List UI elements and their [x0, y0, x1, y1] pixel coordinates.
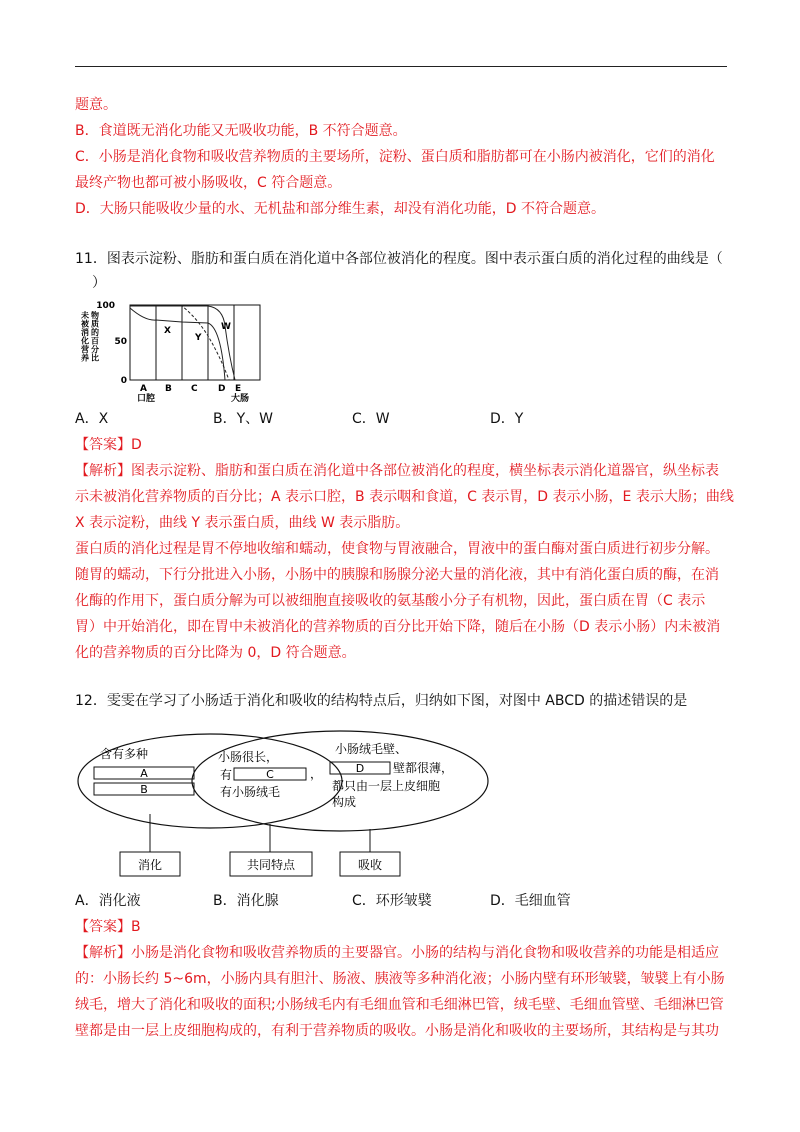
curve-y — [130, 306, 229, 380]
digestion-chart — [75, 296, 275, 402]
curve-x — [130, 308, 225, 380]
venn-diagram — [70, 724, 490, 886]
q11-analysis-3: X 表示淀粉，曲线 Y 表示蛋白质，曲线 W 表示脂肪。 — [75, 515, 410, 531]
right-line-1: 小肠绒毛壁、 — [335, 742, 408, 756]
y-axis-label-char: 物 — [91, 311, 99, 320]
x-sub-mouth: 口腔 — [137, 394, 156, 402]
q12-analysis-1: 【解析】小肠是消化食物和吸收营养物质的主要器官。小肠的结构与消化食物和吸收营养的功能是相适应 — [75, 945, 719, 961]
x-tick-d: D — [218, 384, 226, 394]
q11-stem-end: ） — [92, 275, 106, 291]
y-tick-0: 0 — [120, 376, 127, 386]
label-common: 共同特点 — [246, 858, 296, 872]
box-d-label: D — [355, 762, 365, 775]
y-axis-label-vertical — [80, 310, 99, 363]
q11-option-b[interactable]: B．Y、W — [213, 411, 273, 427]
curve-label-w: W — [221, 322, 231, 332]
q12-option-b[interactable]: B．消化腺 — [213, 893, 279, 909]
q11-analysis-5: 随胃的蠕动，下行分批进入小肠，小肠中的胰腺和肠腺分泌大量的消化液，其中有消化蛋白质的酶，在消 — [75, 567, 719, 583]
x-sub-large-intestine: 大肠 — [231, 394, 250, 402]
y-tick-100: 100 — [96, 301, 115, 311]
header-rule — [75, 66, 727, 67]
mid-line-2-pre: 有 — [220, 768, 233, 782]
y-tick-50: 50 — [114, 337, 127, 347]
y-axis-label-char: 比 — [91, 353, 99, 363]
x-tick-c: C — [191, 384, 198, 394]
y-axis-label-char: 化 — [81, 336, 89, 346]
q11-analysis-1: 【解析】图表示淀粉、脂肪和蛋白质在消化道中各部位被消化的程度，横坐标表示消化道器官，纵坐标表 — [75, 463, 719, 479]
prev-answer-line-1: 题意。 — [75, 97, 117, 113]
box-c-label: C — [266, 768, 274, 781]
q12-stem: 12．雯雯在学习了小肠适于消化和吸收的结构特点后，归纳如下图，对图中 ABCD 的描述错误的是 — [75, 693, 688, 709]
prev-answer-line-3: C．小肠是消化食物和吸收营养物质的主要场所，淀粉、蛋白质和脂肪都可在小肠内被消化，它们的消化 — [75, 149, 715, 165]
label-digestion: 消化 — [137, 858, 163, 872]
q11-analysis-6: 化酶的作用下，蛋白质分解为可以被细胞直接吸收的氨基酸小分子有机物，因此，蛋白质在胃（C 表示 — [75, 593, 706, 609]
label-absorption: 吸收 — [357, 858, 383, 872]
y-axis-label-char: 的 — [91, 328, 99, 337]
q11-stem: 11．图表示淀粉、脂肪和蛋白质在消化道中各部位被消化的程度。图中表示蛋白质的消化过程的曲线是（ — [75, 251, 723, 267]
y-axis-label-char: 质 — [91, 319, 99, 329]
q11-option-c[interactable]: C．W — [352, 411, 390, 427]
q12-option-a[interactable]: A．消化液 — [75, 893, 141, 909]
prev-answer-line-4: 最终产物也都可被小肠吸收，C 符合题意。 — [75, 175, 342, 191]
box-a-label: A — [140, 767, 148, 780]
prev-answer-line-2: B．食道既无消化功能又无吸收功能，B 不符合题意。 — [75, 123, 407, 139]
right-line-3: 都只由一层上皮细胞 — [332, 779, 441, 793]
q12-option-c[interactable]: C．环形皱襞 — [352, 893, 432, 909]
y-axis-label-char: 百 — [91, 336, 99, 346]
y-axis-label-char: 未 — [81, 311, 89, 320]
q11-analysis-7: 胃）中开始消化，即在胃中未被消化的营养物质的百分比开始下降，随后在小肠（D 表示小肠）内未被消 — [75, 619, 721, 635]
x-tick-a: A — [140, 384, 147, 394]
right-line-2-post: 壁都很薄， — [393, 761, 454, 775]
prev-answer-line-5: D．大肠只能吸收少量的水、无机盐和部分维生素，却没有消化功能，D 不符合题意。 — [75, 201, 606, 217]
q11-answer: 【答案】D — [75, 437, 142, 453]
y-axis-label-char: 营 — [81, 345, 89, 354]
q11-analysis-4: 蛋白质的消化过程是胃不停地收缩和蠕动，使食物与胃液融合，胃液中的蛋白酶对蛋白质进行初步分解。 — [75, 541, 719, 557]
box-b-label: B — [140, 783, 148, 796]
curve-label-y: Y — [195, 333, 202, 343]
q12-analysis-3: 绒毛，增大了消化和吸收的面积;小肠绒毛内有毛细血管和毛细淋巴管，绒毛壁、毛细血管壁、毛细淋巴管 — [75, 997, 724, 1013]
mid-line-3: 有小肠绒毛 — [220, 785, 281, 799]
q12-answer: 【答案】B — [75, 919, 141, 935]
q11-analysis-8: 化的营养物质的百分比降为 0，D 符合题意。 — [75, 645, 356, 661]
q12-analysis-2: 的：小肠长约 5~6m，小肠内具有胆汁、肠液、胰液等多种消化液；小肠内壁有环形皱襞，皱襞上有小肠 — [75, 971, 725, 987]
q11-analysis-2: 示未被消化营养物质的百分比；A 表示口腔，B 表示咽和食道，C 表示胃，D 表示小肠，E 表示大肠；曲线 — [75, 489, 734, 505]
y-axis-label-char: 被 — [81, 319, 89, 329]
q11-option-d[interactable]: D．Y — [490, 411, 524, 427]
x-tick-b: B — [165, 384, 172, 394]
y-axis-label-char: 养 — [81, 353, 89, 363]
q12-analysis-4: 壁都是由一层上皮细胞构成的，有利于营养物质的吸收。小肠是消化和吸收的主要场所，其结构是与其功 — [75, 1023, 719, 1039]
right-line-4: 构成 — [332, 795, 357, 809]
q11-option-a[interactable]: A．X — [75, 411, 109, 427]
x-tick-e: E — [235, 384, 242, 394]
left-title: 含有多种 — [100, 747, 149, 761]
q12-option-d[interactable]: D．毛细血管 — [490, 893, 571, 909]
y-axis-label-char: 消 — [81, 328, 89, 337]
mid-line-1: 小肠很长， — [218, 750, 279, 764]
curve-label-x: X — [164, 326, 171, 336]
y-axis-label-char: 分 — [91, 345, 99, 354]
mid-line-2-post: ， — [310, 767, 323, 781]
